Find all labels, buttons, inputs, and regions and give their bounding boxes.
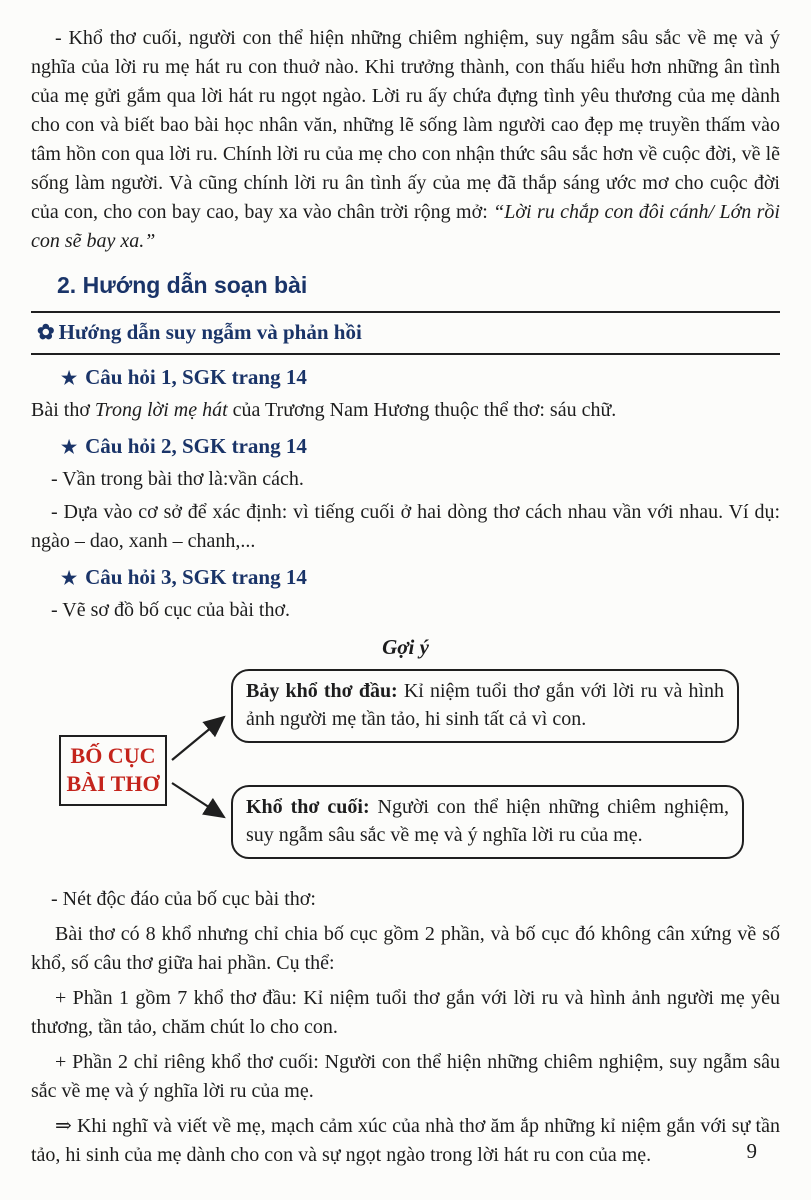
star-icon: ★ — [61, 568, 78, 588]
diagram-caption: Gợi ý — [382, 635, 429, 659]
question-2-label: Câu hỏi 2, SGK trang 14 — [85, 434, 307, 458]
subsection-title: Hướng dẫn suy ngẫm và phản hồi — [58, 320, 362, 344]
diagram-branch-2 — [231, 785, 744, 859]
intro-text: - Khổ thơ cuối, người con thể hiện những chiêm nghiệm, suy ngẫm sâu sắc về mẹ và ý nghĩa của lời ru mẹ hát ru con thuở nào. Khi trưởng thành, con thấu hiểu hơn những ân tình của mẹ gửi gắm qua lời hát ru ngọt ngào. Lời ru ấy chứa đựng tình yêu thương của mẹ dành cho con và biết bao bài học nhân văn, những lẽ sống làm người cao đẹp mẹ truyền thấm vào tâm hồn con qua lời ru. Chính lời ru của mẹ cho con nhận thức sâu sắc hơn về cuộc đời, về lẽ sống làm người. Và cũng chính lời ru ân tình ấy của mẹ đã thắp sáng ước mơ cho cuộc đời của con, cho con bay cao, bay xa vào chân trời rộng mở: — [31, 27, 780, 223]
flower-icon: ✿ — [37, 320, 55, 344]
root-box-line-1: BỐ CỤC — [70, 743, 156, 768]
question-3-heading — [61, 565, 780, 590]
question-1-heading — [61, 365, 780, 390]
star-icon: ★ — [61, 437, 78, 457]
bo-cuc-diagram — [31, 633, 780, 879]
analysis-para-4: ⇒ Khi nghĩ và viết về mẹ, mạch cảm xúc của nhà thơ ăm ắp những kỉ niệm gắn với sự tần tảo, hi sinh của mẹ dành cho con và sự ngọt ngào trong lời hát ru con của mẹ. — [31, 1115, 780, 1166]
diagram-branch-1 — [231, 669, 739, 743]
question-2-heading — [61, 434, 780, 459]
analysis-para-2: + Phần 1 gồm 7 khổ thơ đầu: Kỉ niệm tuổi thơ gắn với lời ru và hình ảnh người mẹ yêu thương, tần tảo, chăm chút lo cho con. — [31, 987, 780, 1038]
question-3-label: Câu hỏi 3, SGK trang 14 — [85, 565, 307, 589]
question-1-answer — [31, 396, 780, 425]
question-2-line-1: - Vần trong bài thơ là:vần cách. — [51, 468, 304, 490]
q1-answer-prefix: Bài thơ — [31, 399, 95, 421]
intro-quote: “Lời ru chắp con đôi cánh/ Lớn rồi con sẽ bay xa.” — [31, 201, 780, 252]
q1-answer-poem-title: Trong lời mẹ hát — [94, 399, 228, 421]
analysis-para-1: Bài thơ có 8 khổ nhưng chỉ chia bố cục gồm 2 phần, và bố cục đó không cân xứng về số khổ, số câu thơ giữa hai phần. Cụ thể: — [31, 923, 780, 974]
root-box-line-2: BÀI THƠ — [66, 771, 160, 796]
question-1-label: Câu hỏi 1, SGK trang 14 — [85, 365, 307, 389]
branch-1-text: Kỉ niệm tuổi thơ gắn với lời ru và hình ảnh người mẹ tần tảo, hi sinh tất cả vì con. — [246, 680, 725, 730]
subsection-header — [31, 311, 780, 355]
section-heading: 2. Hướng dẫn soạn bài — [57, 272, 308, 298]
branch-2-text: Người con thể hiện những chiêm nghiệm, suy ngẫm sâu sắc về mẹ và ý nghĩa lời ru của mẹ. — [246, 796, 729, 846]
analysis-line-1: - Nét độc đáo của bố cục bài thơ: — [51, 888, 316, 910]
question-3-line-1: - Vẽ sơ đồ bố cục của bài thơ. — [51, 599, 291, 621]
intro-paragraph — [31, 24, 780, 256]
question-2-line-2: - Dựa vào cơ sở để xác định: vì tiếng cuối ở hai dòng thơ cách nhau vần với nhau. Ví dụ: ngào – dao, xanh – chanh,... — [31, 501, 780, 552]
page-number: 9 — [746, 1139, 757, 1163]
branch-2-title: Khổ thơ cuối: — [246, 796, 370, 818]
diagram-root-box — [59, 735, 167, 806]
star-icon: ★ — [61, 368, 78, 388]
branch-1-title: Bảy khổ thơ đầu: — [246, 680, 398, 702]
q1-answer-suffix: của Trương Nam Hương thuộc thể thơ: sáu chữ. — [227, 399, 617, 421]
analysis-para-3: + Phần 2 chỉ riêng khổ thơ cuối: Người con thể hiện những chiêm nghiệm, suy ngẫm sâu sắc về mẹ và ý nghĩa lời ru của mẹ. — [31, 1051, 780, 1102]
